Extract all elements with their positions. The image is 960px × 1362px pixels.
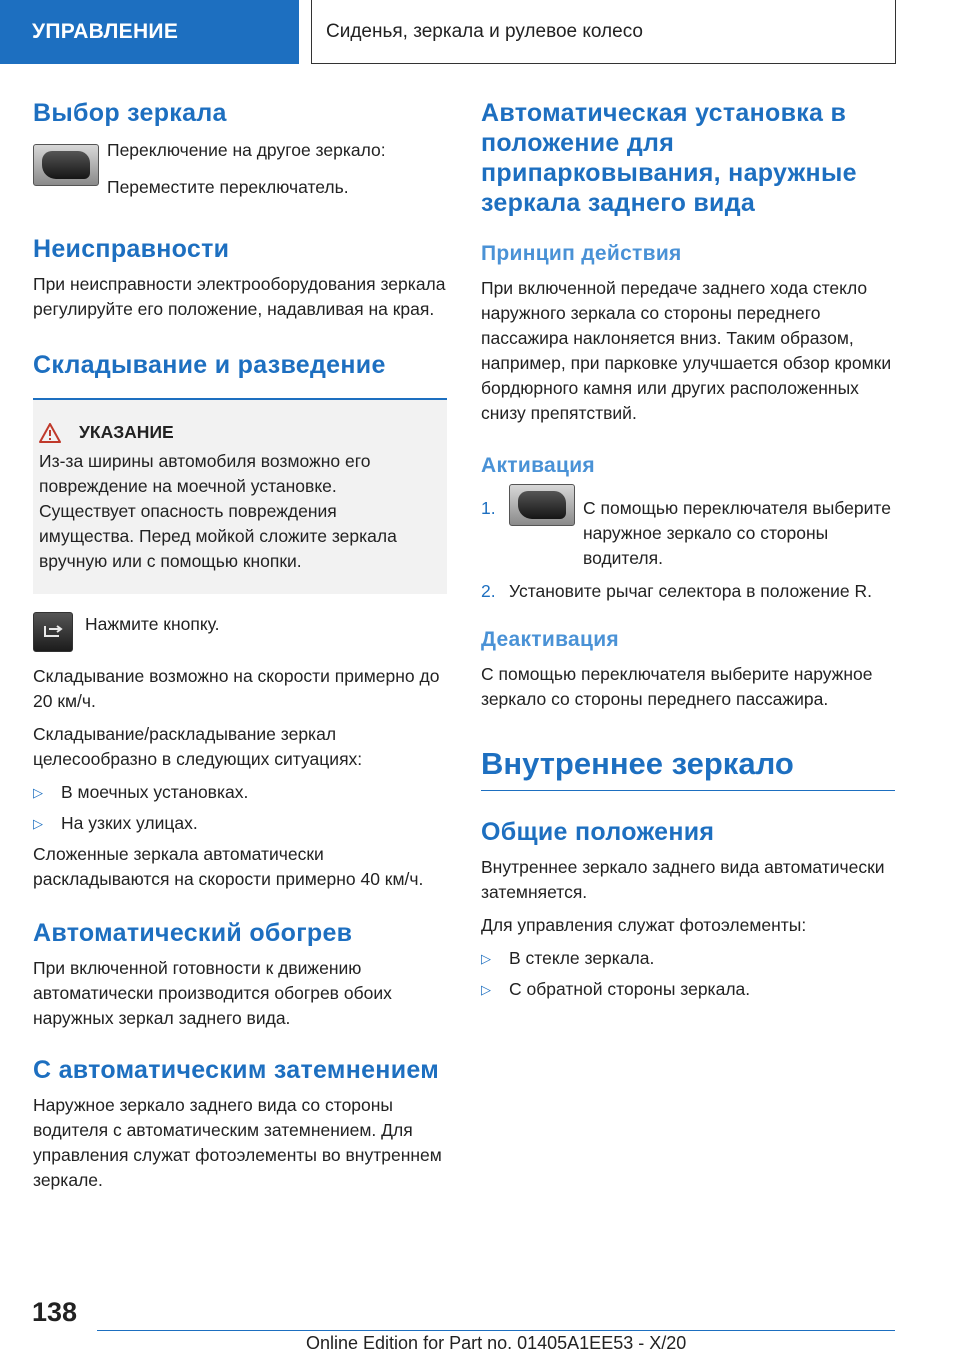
heating-text: При включенной готовности к движению автоматически производится обогрев обоих наружных зеркал заднего вида. (33, 958, 392, 1028)
page-number: 138 (32, 1297, 78, 1327)
warning-title: УКАЗАНИЕ (79, 422, 174, 442)
fold-speed-text: Складывание возможно на скорости примерно до 20 км/ч. (33, 666, 440, 711)
heading-activation: Активация (481, 454, 595, 477)
select-instruction-2: Переместите переключатель. (107, 177, 349, 197)
left-column (33, 98, 447, 1193)
heading-mirror-select: Выбор зеркала (33, 99, 227, 127)
control-text: Для управления служат фотоэлементы: (481, 915, 807, 935)
mirror-select-row (33, 142, 447, 200)
heading-deactivation: Деактивация (481, 628, 619, 651)
deactivation-text: С помощью переключателя выберите наружное зеркало со стороны переднего пассажира. (481, 664, 873, 709)
general-text: Внутреннее зеркало заднего вида автоматически затемняется. (481, 857, 885, 902)
footer-rule (97, 1330, 895, 1331)
mirror-switch-icon (509, 484, 575, 526)
fold-situations-text: Складывание/раскладывание зеркал целесообразно в следующих ситуациях: (33, 724, 363, 769)
dimming-text: Наружное зеркало заднего вида со стороны водителя с автоматическим затемнением. Для управления служат фотоэлементы во внутреннем зеркале. (33, 1095, 442, 1190)
step-1: 1. С помощью переключателя выберите наружное зеркало со стороны водителя. (481, 494, 895, 571)
principle-text: При включенной передаче заднего хода стекло наружного зеркала со стороны переднего пассажира наклоняется вниз. Таким образом, например, при парковке улучшается обзор кромки бордюрного камня или других расположенных снизу препятствий. (481, 278, 892, 423)
select-instruction-1: Переключение на другое зеркало: (107, 140, 386, 160)
press-button-text: Нажмите кнопку. (85, 614, 220, 634)
right-column (481, 98, 895, 1008)
heading-interior-mirror: Внутреннее зеркало (481, 746, 794, 781)
fold-button-row (33, 612, 447, 652)
heading-principle: Принцип действия (481, 242, 682, 265)
heading-faults: Неисправности (33, 235, 230, 263)
warning-text: Из-за ширины автомобиля возможно его повреждение на моечной установке. Существует опасность повреждения имущества. Перед мойкой сложите зеркала вручную или с помощью кнопки. (39, 451, 397, 571)
heading-general: Общие положения (481, 818, 715, 846)
warning-box (33, 400, 447, 594)
fold-button-icon (33, 612, 73, 652)
heading-folding: Складывание и разведение (33, 351, 386, 379)
step-2: 2. Установите рычаг селектора в положение R. (481, 581, 873, 601)
chapter-title: Сиденья, зеркала и рулевое колесо (311, 0, 896, 64)
list-item: ▷ В моечных установках. (33, 782, 249, 802)
warning-triangle-icon (39, 423, 61, 443)
mirror-switch-icon (33, 144, 99, 186)
auto-unfold-text: Сложенные зеркала автоматически раскладываются на скорости примерно 40 км/ч. (33, 844, 424, 889)
heading-heating: Автоматический обогрев (33, 919, 353, 947)
list-item: ▷ В стекле зеркала. (481, 948, 655, 968)
list-item: ▷ На узких улицах. (33, 813, 198, 833)
heading-dimming: С автоматическим затемнением (33, 1056, 440, 1084)
faults-text: При неисправности электрооборудования зеркала регулируйте его положение, надавливая на края. (33, 274, 446, 319)
edition-footer: Online Edition for Part no. 01405A1EE53 - X/20 (306, 1333, 687, 1353)
list-item: ▷ С обратной стороны зеркала. (481, 979, 751, 999)
heading-parking-position: Автоматическая установка в положение для припарковывания, наружные зеркала заднего вида (481, 99, 857, 217)
section-tab: УПРАВЛЕНИЕ (0, 0, 299, 64)
